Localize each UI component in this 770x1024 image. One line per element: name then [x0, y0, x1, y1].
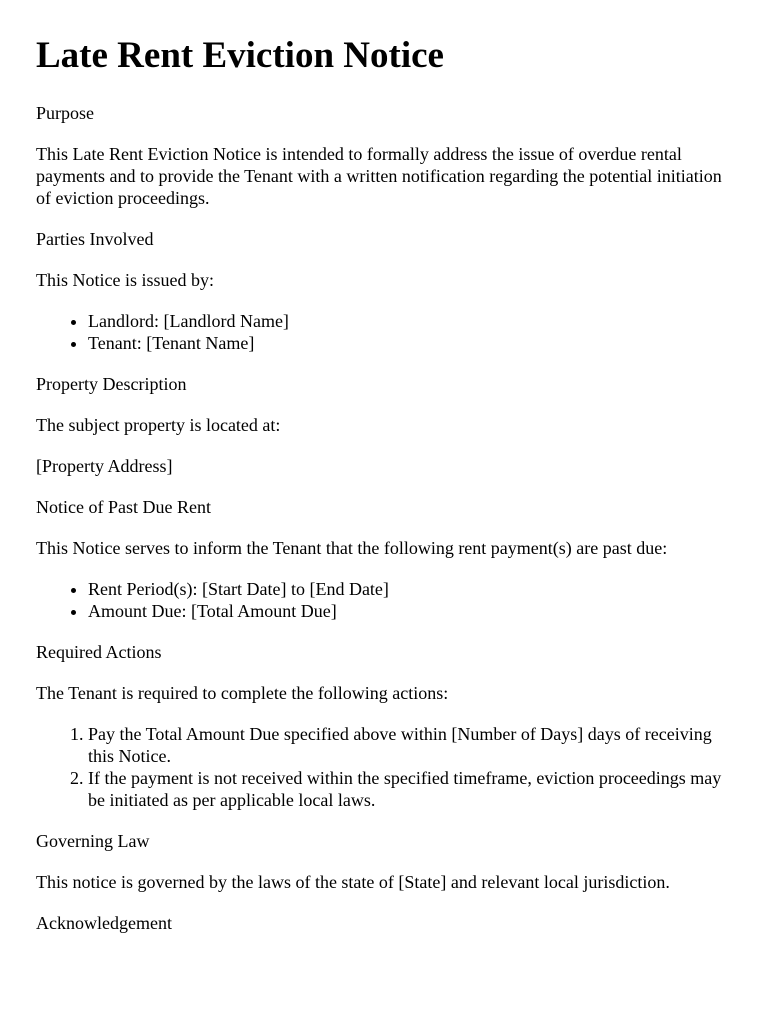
law-text: This notice is governed by the laws of the state of [State] and relevant local jurisdiction.	[36, 872, 670, 892]
list-item: • Landlord: [Landlord Name]	[88, 310, 734, 332]
property-intro: The subject property is located at:	[36, 415, 281, 435]
section-heading-acknowledgement: Acknowledgement	[36, 913, 172, 933]
property-address: [Property Address]	[36, 456, 173, 476]
list-item: • Tenant: [Tenant Name]	[88, 332, 734, 354]
section-heading-property: Property Description	[36, 374, 187, 394]
document-title: Late Rent Eviction Notice	[36, 35, 444, 76]
list-item: • Amount Due: [Total Amount Due]	[88, 600, 734, 622]
section-heading-purpose: Purpose	[36, 103, 94, 123]
actions-list	[36, 723, 734, 811]
past-due-list	[36, 578, 734, 622]
parties-intro: This Notice is issued by:	[36, 270, 214, 290]
parties-list	[36, 310, 734, 354]
section-heading-past-due: Notice of Past Due Rent	[36, 497, 211, 517]
purpose-text: This Late Rent Eviction Notice is intended to formally address the issue of overdue rental payments and to provide the Tenant with a written notification regarding the potential initiation of eviction proceedings.	[36, 144, 722, 208]
list-item: 2. If the payment is not received within the specified timeframe, eviction proceedings may be initiated as per applicable local laws.	[88, 767, 734, 811]
list-item: • Rent Period(s): [Start Date] to [End Date]	[88, 578, 734, 600]
actions-intro: The Tenant is required to complete the following actions:	[36, 683, 449, 703]
past-due-intro: This Notice serves to inform the Tenant that the following rent payment(s) are past due:	[36, 538, 668, 558]
section-heading-parties: Parties Involved	[36, 229, 154, 249]
list-item: 1. Pay the Total Amount Due specified above within [Number of Days] days of receiving this Notice.	[88, 723, 734, 767]
section-heading-law: Governing Law	[36, 831, 150, 851]
section-heading-actions: Required Actions	[36, 642, 162, 662]
